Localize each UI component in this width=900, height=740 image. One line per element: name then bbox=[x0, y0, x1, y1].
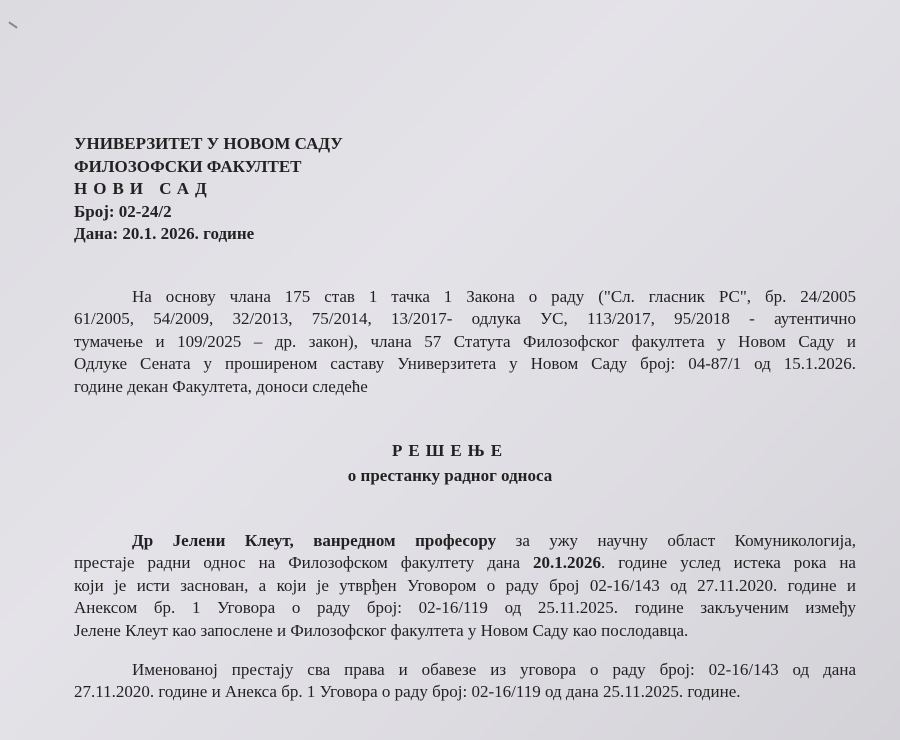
intro-paragraph bbox=[74, 286, 856, 398]
body2-line: Именованој престају сва права и обавезе из уговора о раду број: 02-16/143 од дана bbox=[132, 660, 856, 679]
document-date: Дана: 20.1. 2026. године bbox=[74, 224, 255, 243]
intro-line: 61/2005, 54/2009, 32/2013, 75/2014, 13/2017- одлука УС, 113/2017, 95/2018 - аутентично bbox=[74, 309, 856, 329]
pen-mark bbox=[8, 21, 17, 28]
intro-line: године декан Факултета, доноси следеће bbox=[74, 376, 368, 396]
body1-line: Јелене Клеут као запослене и Филозофског факултета у Новом Саду као послодавца. bbox=[74, 620, 689, 640]
body-paragraph-2 bbox=[74, 659, 856, 704]
body1-line2-pre: престаје радни однос на Филозофском факултету дана bbox=[74, 553, 534, 573]
body2-line: 27.11.2020. године и Анекса бр. 1 Уговора о раду број: 02-16/119 од дана 25.11.2025. године. bbox=[74, 682, 741, 702]
university-name: УНИВЕРЗИТЕТ У НОВОМ САДУ bbox=[74, 134, 343, 153]
faculty-name: ФИЛОЗОФСКИ ФАКУЛТЕТ bbox=[74, 156, 302, 176]
termination-date: 20.1.2026 bbox=[533, 553, 602, 573]
document-header bbox=[74, 133, 343, 246]
city-name: НОВИ САД bbox=[74, 179, 213, 198]
body1-line1-rest: за ужу научну област Комуникологија, bbox=[496, 531, 856, 550]
intro-line: тумачење и 109/2025 – др. закон), члана 57 Статута Филозофског факултета у Новом Саду и bbox=[74, 331, 856, 351]
body1-line2-post: . године услед истека рока на bbox=[601, 553, 856, 573]
employee-name: Др Јелени Клеут, ванредном професору bbox=[132, 531, 497, 550]
decision-subtitle: о престанку радног односа bbox=[347, 466, 553, 485]
body1-line: који је исти заснован, а који је утврђен Уговором о раду број 02-16/143 од 27.11.2020. године и bbox=[74, 575, 856, 595]
body1-line bbox=[74, 530, 856, 552]
intro-line: Одлуке Сената у проширеном саставу Универзитета у Новом Саду број: 04-87/1 од 15.1.2026. bbox=[74, 354, 856, 374]
intro-line: На основу члана 175 став 1 тачка 1 Закона о раду ("Сл. гласник РС", бр. 24/2005 bbox=[132, 287, 856, 306]
decision-title: РЕШЕЊЕ bbox=[391, 441, 509, 460]
body1-line: Анексом бр. 1 Уговора о раду број: 02-16/119 од 25.11.2025. године закљученим између bbox=[74, 598, 856, 618]
document-number: Број: 02-24/2 bbox=[74, 201, 172, 221]
body1-line bbox=[74, 552, 856, 574]
body-paragraph-1 bbox=[74, 530, 856, 642]
